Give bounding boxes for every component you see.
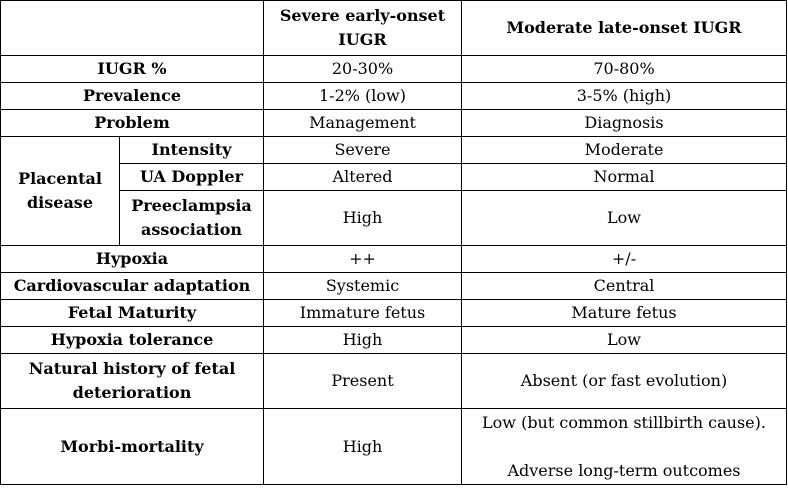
table-row bbox=[1, 83, 787, 110]
row-label: Preeclampsia association bbox=[120, 191, 264, 246]
header-severe: Severe early-onset IUGR bbox=[264, 1, 462, 56]
cell-moderate: 3-5% (high) bbox=[462, 83, 787, 110]
row-label: IUGR % bbox=[1, 56, 264, 83]
cell-severe: ++ bbox=[264, 246, 462, 273]
row-label: Intensity bbox=[120, 137, 264, 164]
cell-moderate: Moderate bbox=[462, 137, 787, 164]
row-label: Natural history of fetal deterioration bbox=[1, 354, 264, 409]
cell-moderate bbox=[462, 409, 787, 485]
cell-spacer bbox=[466, 435, 782, 459]
corner-cell bbox=[1, 1, 264, 56]
cell-moderate: Mature fetus bbox=[462, 300, 787, 327]
cell-severe: Altered bbox=[264, 164, 462, 191]
table-row bbox=[1, 409, 787, 485]
cell-severe: Immature fetus bbox=[264, 300, 462, 327]
cell-severe: Severe bbox=[264, 137, 462, 164]
row-label: Problem bbox=[1, 110, 264, 137]
table-row bbox=[1, 300, 787, 327]
cell-moderate-line1: Low (but common stillbirth cause). bbox=[482, 412, 766, 432]
row-label: Prevalence bbox=[1, 83, 264, 110]
cell-severe: Management bbox=[264, 110, 462, 137]
row-label: Fetal Maturity bbox=[1, 300, 264, 327]
cell-moderate: Normal bbox=[462, 164, 787, 191]
cell-moderate: +/- bbox=[462, 246, 787, 273]
group-label-placental: Placental disease bbox=[1, 137, 120, 246]
row-label: Cardiovascular adaptation bbox=[1, 273, 264, 300]
header-moderate: Moderate late-onset IUGR bbox=[462, 1, 787, 56]
header-row bbox=[1, 1, 787, 56]
cell-severe: 1-2% (low) bbox=[264, 83, 462, 110]
table-row bbox=[1, 327, 787, 354]
row-label: UA Doppler bbox=[120, 164, 264, 191]
cell-moderate: 70-80% bbox=[462, 56, 787, 83]
cell-moderate: Central bbox=[462, 273, 787, 300]
cell-moderate: Low bbox=[462, 191, 787, 246]
row-label: Hypoxia tolerance bbox=[1, 327, 264, 354]
cell-severe: Present bbox=[264, 354, 462, 409]
row-label: Morbi-mortality bbox=[1, 409, 264, 485]
table-row bbox=[1, 56, 787, 83]
table-row bbox=[1, 137, 787, 164]
cell-severe: High bbox=[264, 327, 462, 354]
cell-moderate-line2: Adverse long-term outcomes bbox=[507, 460, 741, 480]
cell-moderate: Absent (or fast evolution) bbox=[462, 354, 787, 409]
table-row bbox=[1, 354, 787, 409]
table-row bbox=[1, 110, 787, 137]
table-row bbox=[1, 273, 787, 300]
cell-severe: 20-30% bbox=[264, 56, 462, 83]
cell-severe: Systemic bbox=[264, 273, 462, 300]
cell-moderate: Low bbox=[462, 327, 787, 354]
table-row bbox=[1, 246, 787, 273]
cell-severe: High bbox=[264, 191, 462, 246]
row-label: Hypoxia bbox=[1, 246, 264, 273]
cell-severe: High bbox=[264, 409, 462, 485]
cell-moderate: Diagnosis bbox=[462, 110, 787, 137]
